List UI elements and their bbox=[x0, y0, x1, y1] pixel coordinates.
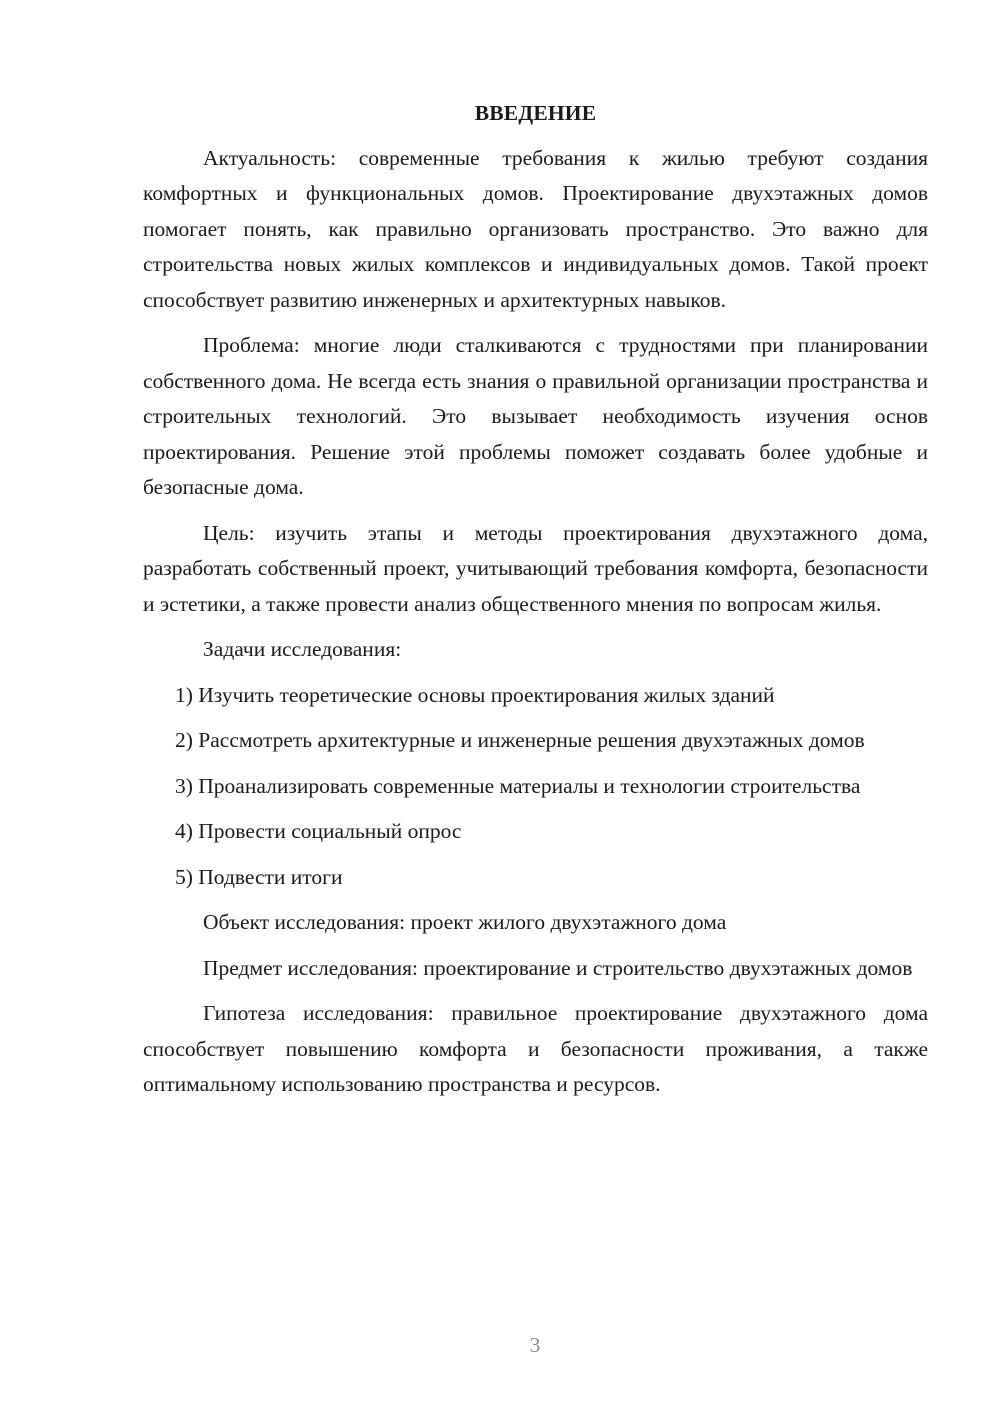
section-title: ВВЕДЕНИЕ bbox=[474, 101, 597, 125]
goal-paragraph: Цель: изучить этапы и методы проектирования двухэтажного дома, разработать собственный проект, учитывающий требования комфорта, безопасности и эстетики, а также провести анализ общественного мнения по вопросам жилья. bbox=[143, 520, 928, 616]
page-number: 3 bbox=[529, 1333, 541, 1357]
task-item-4: 4) Провести социальный опрос bbox=[175, 819, 462, 843]
task-item-2: 2) Рассмотреть архитектурные и инженерные решения двухэтажных домов bbox=[175, 728, 865, 752]
problem-paragraph: Проблема: многие люди сталкиваются с трудностями при планировании собственного дома. Не всегда есть знания о правильной организации пространства и строительных технологий. Это вызывает необходимость изучения основ проектирования. Решение этой проблемы поможет создавать более удобные и безопасные дома. bbox=[143, 333, 928, 499]
subject-paragraph: Предмет исследования: проектирование и строительство двухэтажных домов bbox=[203, 955, 913, 980]
tasks-heading: Задачи исследования: bbox=[203, 637, 402, 661]
relevance-paragraph: Актуальность: современные требования к жилью требуют создания комфортных и функциональных домов. Проектирование двухэтажных домов помогает понять, как правильно организовать пространство. Это важно для строительства новых жилых комплексов и индивидуальных домов. Такой проект способствует развитию инженерных и архитектурных навыков. bbox=[143, 145, 928, 312]
object-paragraph: Объект исследования: проект жилого двухэтажного дома bbox=[203, 910, 727, 934]
document-body bbox=[143, 96, 928, 1113]
task-item-1: 1) Изучить теоретические основы проектирования жилых зданий bbox=[175, 682, 775, 707]
task-item-3: 3) Проанализировать современные материалы и технологии строительства bbox=[175, 773, 861, 798]
task-item-5: 5) Подвести итоги bbox=[175, 864, 343, 889]
hypothesis-paragraph: Гипотеза исследования: правильное проектирование двухэтажного дома способствует повышению комфорта и безопасности проживания, а также оптимальному использованию пространства и ресурсов. bbox=[143, 1001, 928, 1096]
